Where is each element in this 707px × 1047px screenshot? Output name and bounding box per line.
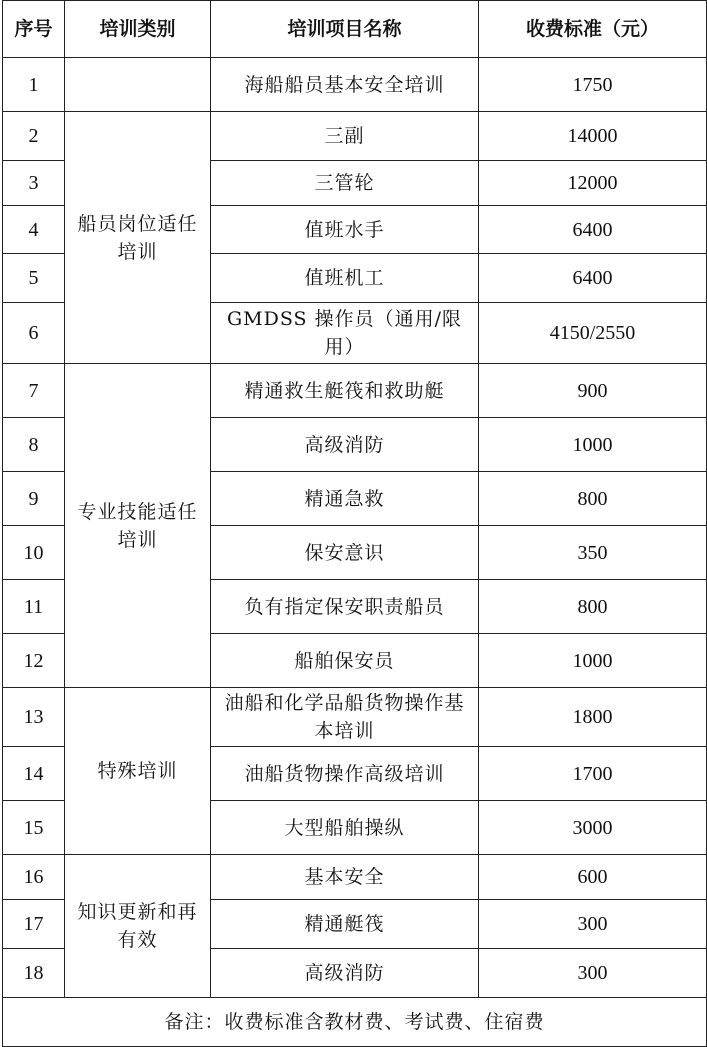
row-name: 油船货物操作高级培训 xyxy=(211,747,479,801)
row-fee: 1750 xyxy=(479,58,707,112)
row-fee: 800 xyxy=(479,472,707,526)
row-fee: 6400 xyxy=(479,206,707,254)
row-name: 大型船舶操纵 xyxy=(211,801,479,855)
row-fee: 12000 xyxy=(479,161,707,206)
row-no: 6 xyxy=(3,303,65,364)
table-note: 备注：收费标准含教材费、考试费、住宿费 xyxy=(3,998,707,1047)
row-no: 7 xyxy=(3,364,65,418)
row-fee: 1000 xyxy=(479,634,707,688)
category-cell: 船员岗位适任培训 xyxy=(65,112,211,364)
training-fee-table xyxy=(2,0,707,1047)
row-fee: 3000 xyxy=(479,801,707,855)
row-no: 4 xyxy=(3,206,65,254)
row-name: GMDSS 操作员（通用/限用） xyxy=(211,303,479,364)
header-no: 序号 xyxy=(3,1,65,58)
row-name: 海船船员基本安全培训 xyxy=(211,58,479,112)
row-fee: 14000 xyxy=(479,112,707,161)
row-no: 1 xyxy=(3,58,65,112)
row-name: 精通救生艇筏和救助艇 xyxy=(211,364,479,418)
row-no: 3 xyxy=(3,161,65,206)
row-name: 高级消防 xyxy=(211,949,479,998)
row-name: 高级消防 xyxy=(211,418,479,472)
row-name: 船舶保安员 xyxy=(211,634,479,688)
row-name: 油船和化学品船货物操作基本培训 xyxy=(211,688,479,747)
table-row xyxy=(3,855,707,900)
table-row xyxy=(3,364,707,418)
category-cell: 知识更新和再有效 xyxy=(65,855,211,998)
row-fee: 6400 xyxy=(479,254,707,303)
row-fee: 900 xyxy=(479,364,707,418)
row-name: 精通急救 xyxy=(211,472,479,526)
row-fee: 4150/2550 xyxy=(479,303,707,364)
row-name: 基本安全 xyxy=(211,855,479,900)
row-no: 18 xyxy=(3,949,65,998)
row-name: 值班水手 xyxy=(211,206,479,254)
row-name: 三副 xyxy=(211,112,479,161)
row-no: 5 xyxy=(3,254,65,303)
row-fee: 1700 xyxy=(479,747,707,801)
row-fee: 800 xyxy=(479,580,707,634)
row-no: 8 xyxy=(3,418,65,472)
row-no: 11 xyxy=(3,580,65,634)
row-fee: 300 xyxy=(479,900,707,949)
row-no: 9 xyxy=(3,472,65,526)
row-no: 10 xyxy=(3,526,65,580)
row-no: 12 xyxy=(3,634,65,688)
row-fee: 350 xyxy=(479,526,707,580)
row-fee: 300 xyxy=(479,949,707,998)
category-cell: 特殊培训 xyxy=(65,688,211,855)
header-name: 培训项目名称 xyxy=(211,1,479,58)
table-row xyxy=(3,58,707,112)
header-category: 培训类别 xyxy=(65,1,211,58)
header-row xyxy=(3,1,707,58)
row-name: 负有指定保安职责船员 xyxy=(211,580,479,634)
category-cell: 专业技能适任培训 xyxy=(65,364,211,688)
row-no: 14 xyxy=(3,747,65,801)
row-name: 保安意识 xyxy=(211,526,479,580)
row-no: 17 xyxy=(3,900,65,949)
row-fee: 1800 xyxy=(479,688,707,747)
row-no: 13 xyxy=(3,688,65,747)
row-name: 精通艇筏 xyxy=(211,900,479,949)
table-row xyxy=(3,112,707,161)
table-row xyxy=(3,688,707,747)
row-no: 2 xyxy=(3,112,65,161)
header-fee: 收费标准（元） xyxy=(479,1,707,58)
row-name: 三管轮 xyxy=(211,161,479,206)
note-row xyxy=(3,998,707,1047)
row-no: 15 xyxy=(3,801,65,855)
row-no: 16 xyxy=(3,855,65,900)
row-name: 值班机工 xyxy=(211,254,479,303)
row-fee: 1000 xyxy=(479,418,707,472)
row-fee: 600 xyxy=(479,855,707,900)
category-cell xyxy=(65,58,211,112)
